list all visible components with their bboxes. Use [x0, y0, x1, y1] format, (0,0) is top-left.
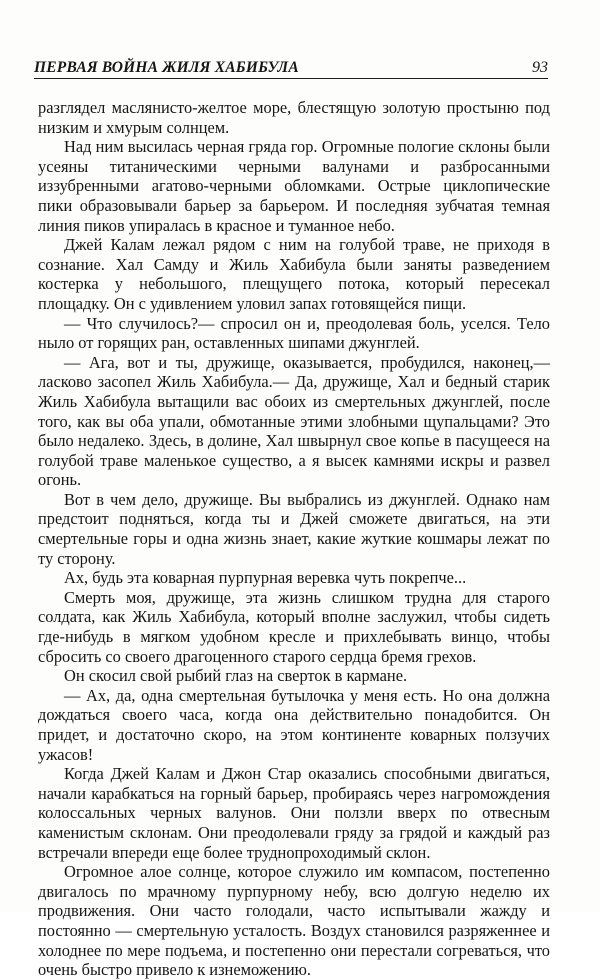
paragraph: Над ним высилась черная гряда гор. Огромные пологие склоны были усеяны титаническими черными валунами и разбросанными иззубренными агатово-черными обломками. Острые циклопические пики образовывали барьер за барьером. И последняя зубчатая темная линия пиков упиралась в красное и туманное небо. [38, 137, 550, 235]
paragraph: Ах, будь эта коварная пурпурная веревка чуть покрепче... [64, 568, 467, 588]
dialogue-paragraph: — Ага, вот и ты, дружище, оказывается, пробудился, наконец,— ласково засопел Жиль Хабибула.— Да, дружище, Хал и бедный старик Жиль Хабибула вытащили вас обоих из смертельных джунглей, после того, как вы оба упали, обмотанные этими злобными щупальцами? Это было недалеко. Здесь, в долине, Хал швырнул свое копье в пасущееся на голубой траве маленькое существо, а я высек камнями искры и развел огонь. [38, 352, 550, 490]
header-rule [34, 78, 548, 79]
running-title: ПЕРВАЯ ВОЙНА ЖИЛЯ ХАБИБУЛА [34, 59, 299, 76]
paragraph: Огромное алое солнце, которое служило им компасом, постепенно двигалось по мрачному пурпурному небу, всю долгую неделю их продвижения. Они часто голодали, часто испытывали жажду и постоянно — смертельную усталость. Воздух становился разряженнее и холоднее по мере подъема, и постепенно они перестали согреваться, что очень быстро привело к изнеможению. [38, 862, 550, 980]
dialogue-paragraph: — Что случилось?— спросил он и, преодолевая боль, уселся. Тело ныло от горящих ран, оставленных шипами джунглей. [38, 313, 550, 353]
page-number: 93 [532, 59, 548, 76]
paragraph: Вот в чем дело, дружище. Вы выбрались из джунглей. Однако нам предстоит подняться, когда ты и Джей сможете двигаться, на эти смертельные горы и одна жизнь знает, какие жуткие кошмары лежат по ту сторону. [38, 489, 550, 568]
paragraph: Он скосил свой рыбий глаз на сверток в кармане. [64, 666, 408, 686]
running-head [34, 58, 548, 82]
paragraph: Смерть моя, дружище, эта жизнь слишком трудна для старого солдата, как Жиль Хабибула, который вполне заслужил, чтобы сидеть где-нибудь в мягком удобном кресле и прихлебывать винцо, чтобы сбросить со своего драгоценного старого сердца бремя грехов. [38, 587, 550, 666]
paragraph: Джей Калам лежал рядом с ним на голубой траве, не приходя в сознание. Хал Самду и Жиль Хабибула были заняты разведением костерка у небольшого, плещущего потока, который пересекал площадку. Он с удивлением уловил запах готовящейся пищи. [38, 235, 550, 313]
paragraph: Когда Джей Калам и Джон Стар оказались способными двигаться, начали карабкаться на горный барьер, пробираясь через нагромождения колоссальных черных валунов. Они ползли вверх по отвесным каменистым склонам. Они преодолевали гряду за грядой и каждый раз встречали впереди еще более труднопроходимый склон. [38, 764, 550, 862]
paragraph: разглядел маслянисто-желтое море, блестящую золотую простыню под низким и хмурым солнцем. [38, 98, 550, 137]
dialogue-paragraph: — Ах, да, одна смертельная бутылочка у меня есть. Но она должна дождаться своего часа, когда она действительно понадобится. Он придет, и достаточно скоро, на этом континенте коварных ползучих ужасов! [38, 685, 550, 764]
text-body [38, 98, 550, 980]
